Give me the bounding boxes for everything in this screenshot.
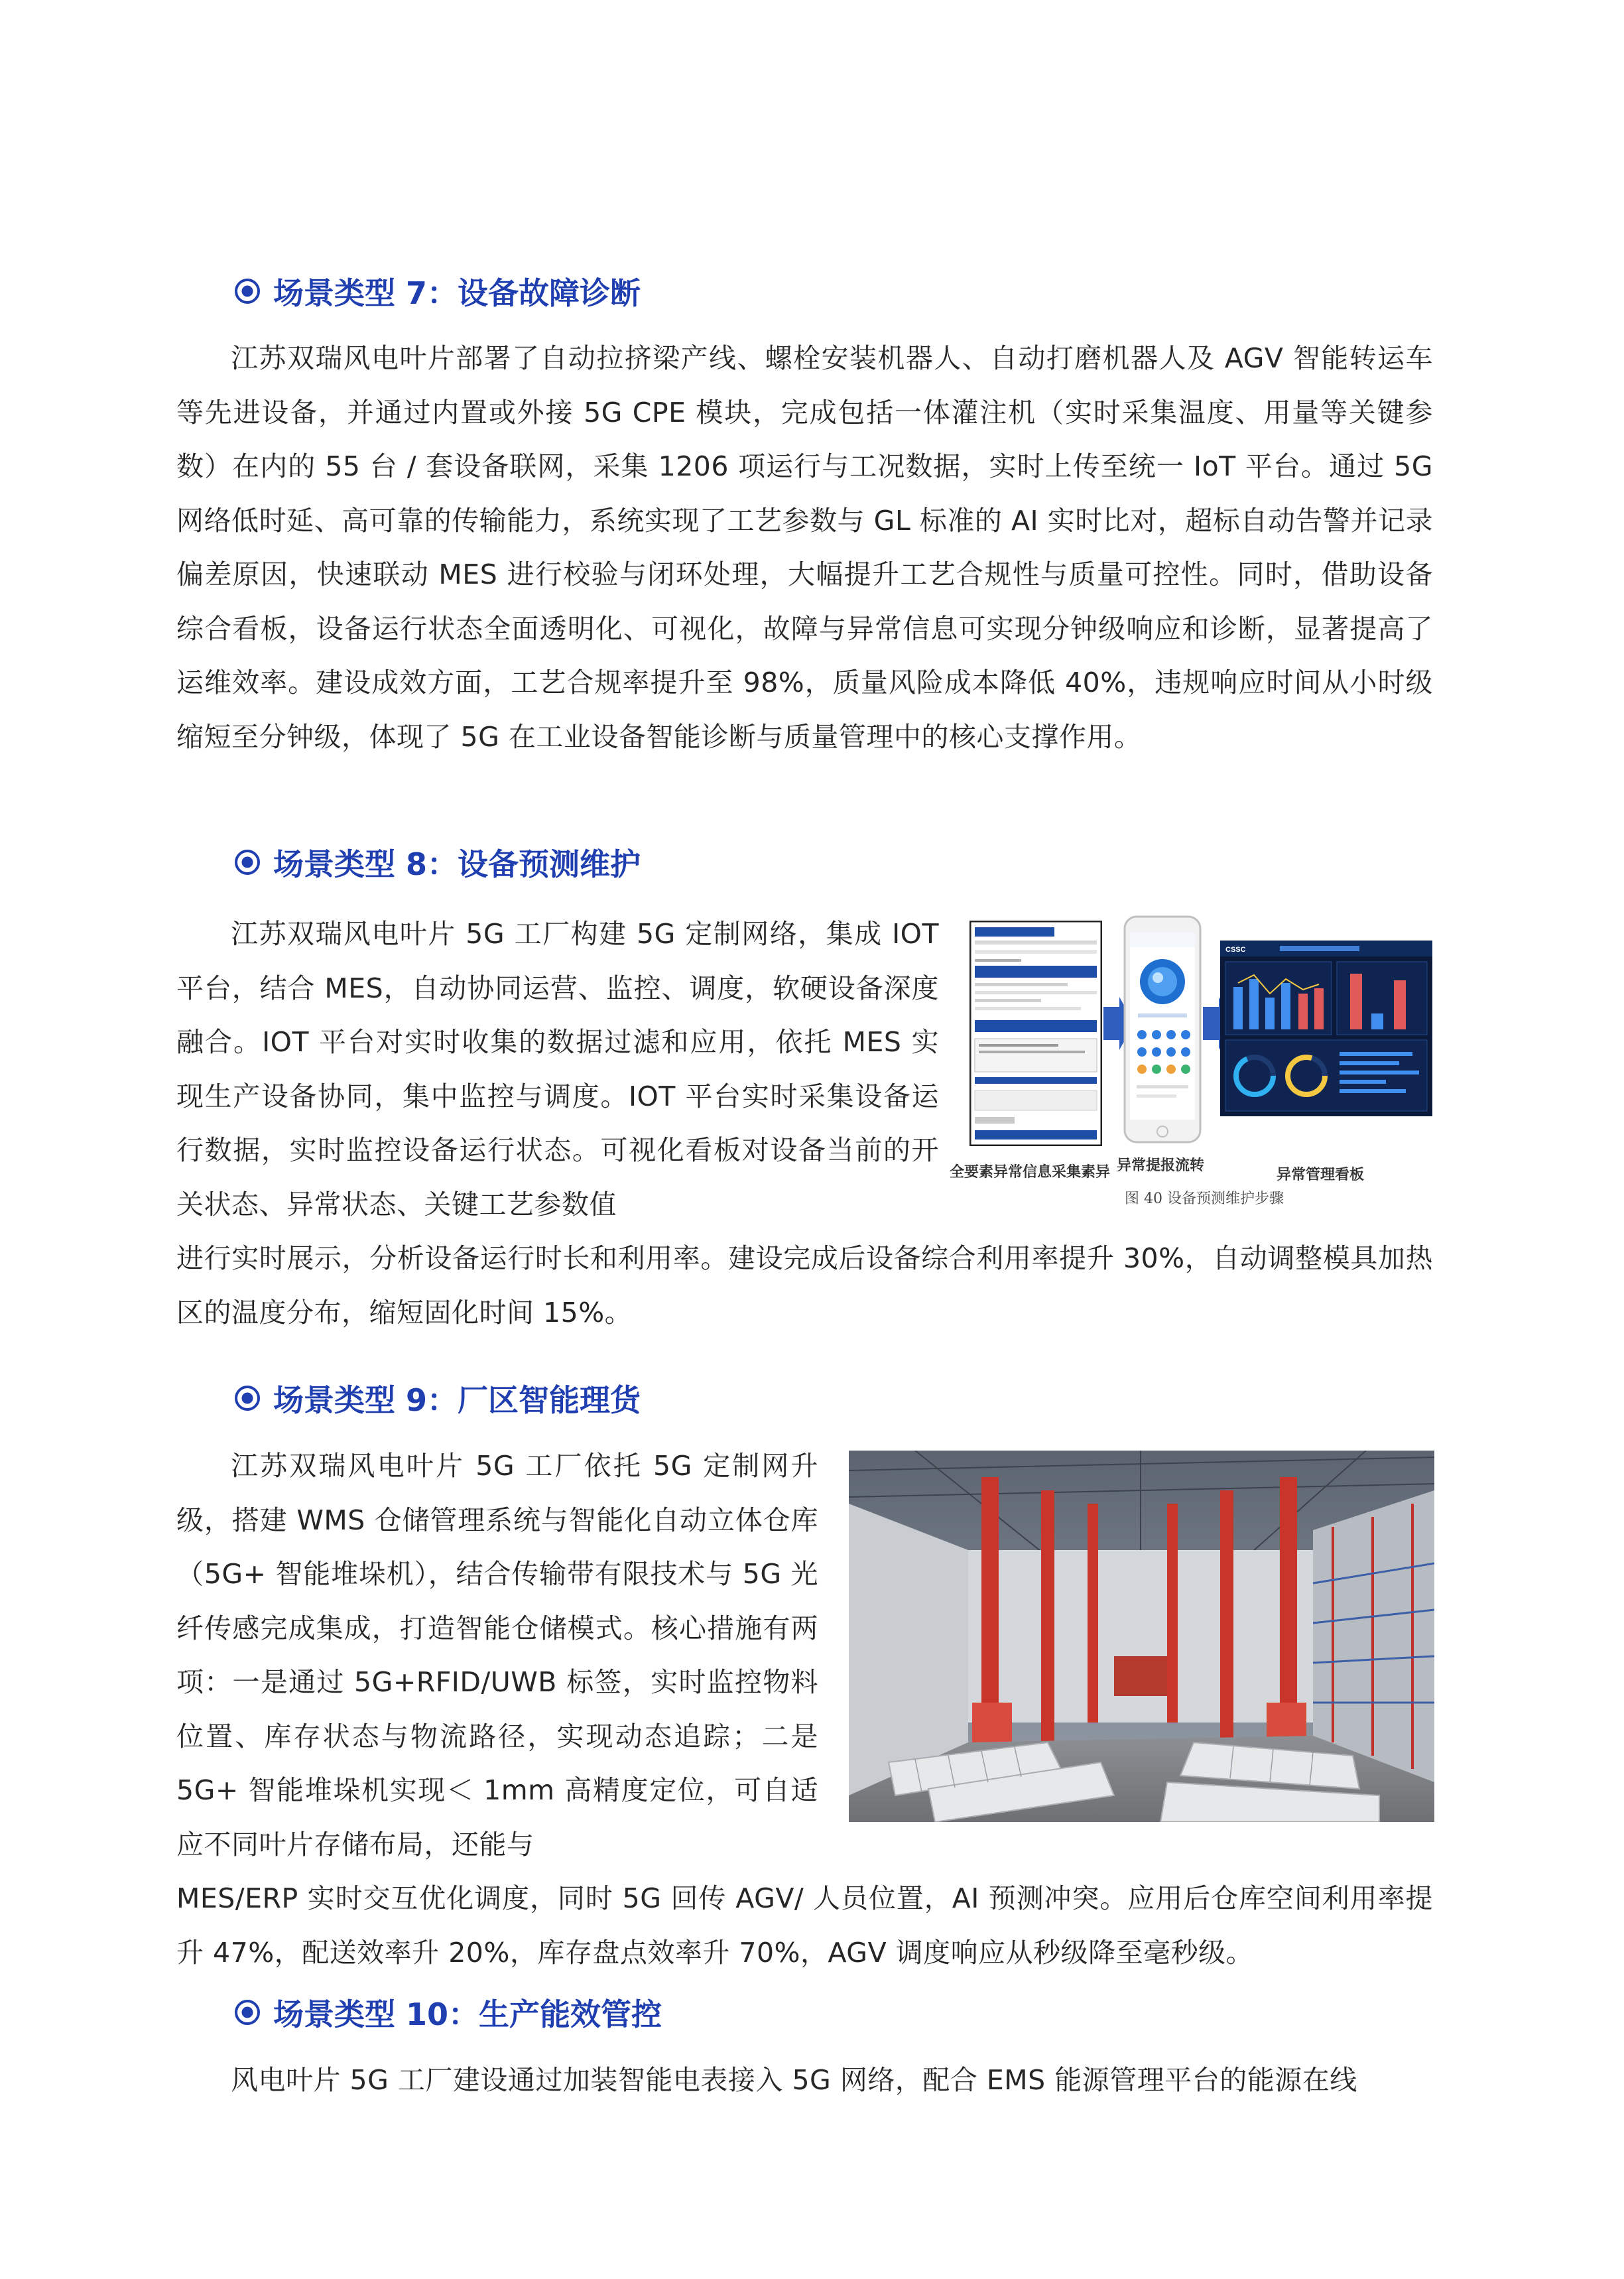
- section-paragraph-10: 风电叶片 5G 工厂建设通过加装智能电表接入 5G 网络，配合 EMS 能源管理平台的能源在线: [231, 2064, 1357, 2096]
- section-heading-9: [233, 1378, 641, 1418]
- circle-bullet-icon: [233, 1998, 261, 2026]
- section-paragraph-8-wrap: 江苏双瑞风电叶片 5G 工厂构建 5G 定制网络，集成 IOT 平台，结合 MES，自动协同运营、监控、调度，软硬设备深度融合。IOT 平台对实时收集的数据过滤和应用，依托 MES 实现生产设备协同，集中监控与调度。IOT 平台实时采集设备运行数据，实时监控设备运行状态。可视化看板对设备当前的开关状态、异常状态、关键工艺参数值: [176, 918, 939, 1220]
- phone-screenshot: [1123, 915, 1202, 1143]
- dashboard-logo-text: CSSC: [1225, 946, 1246, 954]
- section-heading-text: 场景类型 9：厂区智能理货: [273, 1382, 641, 1418]
- section-paragraph-9-wrap: 江苏双瑞风电叶片 5G 工厂依托 5G 定制网升级，搭建 WMS 仓储管理系统与智能化自动立体仓库（5G+ 智能堆垛机），结合传输带有限技术与 5G 光纤传感完成集成，打造智能仓储模式。核心措施有两项：一是通过 5G+RFID/UWB 标签，实时监控物料位置、库存状态与物流路径，实现动态追踪；二是 5G+ 智能堆垛机实现＜ 1mm 高精度定位，可自适应不同叶片存储布局，还能与: [176, 1450, 818, 1860]
- step2-caption: 异常提报流转: [1117, 1157, 1205, 1174]
- figure-equipment-maintenance-steps: [950, 914, 1432, 1207]
- step1-caption: 全要素异常信息采集素异: [950, 1163, 1111, 1181]
- section-heading-8: [233, 842, 641, 882]
- section-paragraph-7: 江苏双瑞风电叶片部署了自动拉挤梁产线、螺栓安装机器人、自动打磨机器人及 AGV 智能转运车等先进设备，并通过内置或外接 5G CPE 模块，完成包括一体灌注机（实时采集温度、用量等关键参数）在内的 55 台 / 套设备联网，采集 1206 项运行与工况数据，实时上传至统一 IoT 平台。通过 5G 网络低时延、高可靠的传输能力，系统实现了工艺参数与 GL 标准的 AI 实时比对，超标自动告警并记录偏差原因，快速联动 MES 进行校验与闭环处理，大幅提升工艺合规性与质量可控性。同时，借助设备综合看板，设备运行状态全面透明化、可视化，故障与异常信息可实现分钟级响应和诊断，显著提高了运维效率。建设成效方面，工艺合规率提升至 98%，质量风险成本降低 40%，违规响应时间从小时级缩短至分钟级，体现了 5G 在工业设备智能诊断与质量管理中的核心支撑作用。: [176, 342, 1433, 753]
- section-heading-text: 场景类型 7：设备故障诊断: [273, 275, 641, 311]
- warehouse-photo: [849, 1451, 1434, 1822]
- dashboard-screenshot: [1220, 941, 1432, 1116]
- step3-caption: 异常管理看板: [1277, 1166, 1365, 1183]
- section-heading-10: [233, 1992, 662, 2032]
- section-heading-text: 场景类型 8：设备预测维护: [273, 846, 641, 882]
- section-heading-7: [233, 271, 641, 311]
- form-screenshot: [969, 921, 1102, 1146]
- section-heading-text: 场景类型 10：生产能效管控: [273, 1996, 662, 2032]
- circle-bullet-icon: [233, 1384, 261, 1412]
- circle-bullet-icon: [233, 848, 261, 876]
- section-paragraph-9-full: MES/ERP 实时交互优化调度，同时 5G 回传 AGV/ 人员位置，AI 预测冲突。应用后仓库空间利用率提升 47%，配送效率升 20%，库存盘点效率升 70%，AGV 调度响应从秒级降至毫秒级。: [176, 1882, 1433, 1969]
- section-paragraph-8-full: 进行实时展示，分析设备运行时长和利用率。建设完成后设备综合利用率提升 30%，自动调整模具加热区的温度分布，缩短固化时间 15%。: [176, 1242, 1433, 1329]
- circle-bullet-icon: [233, 277, 261, 305]
- figure-caption: 图 40 设备预测维护步骤: [1125, 1191, 1284, 1207]
